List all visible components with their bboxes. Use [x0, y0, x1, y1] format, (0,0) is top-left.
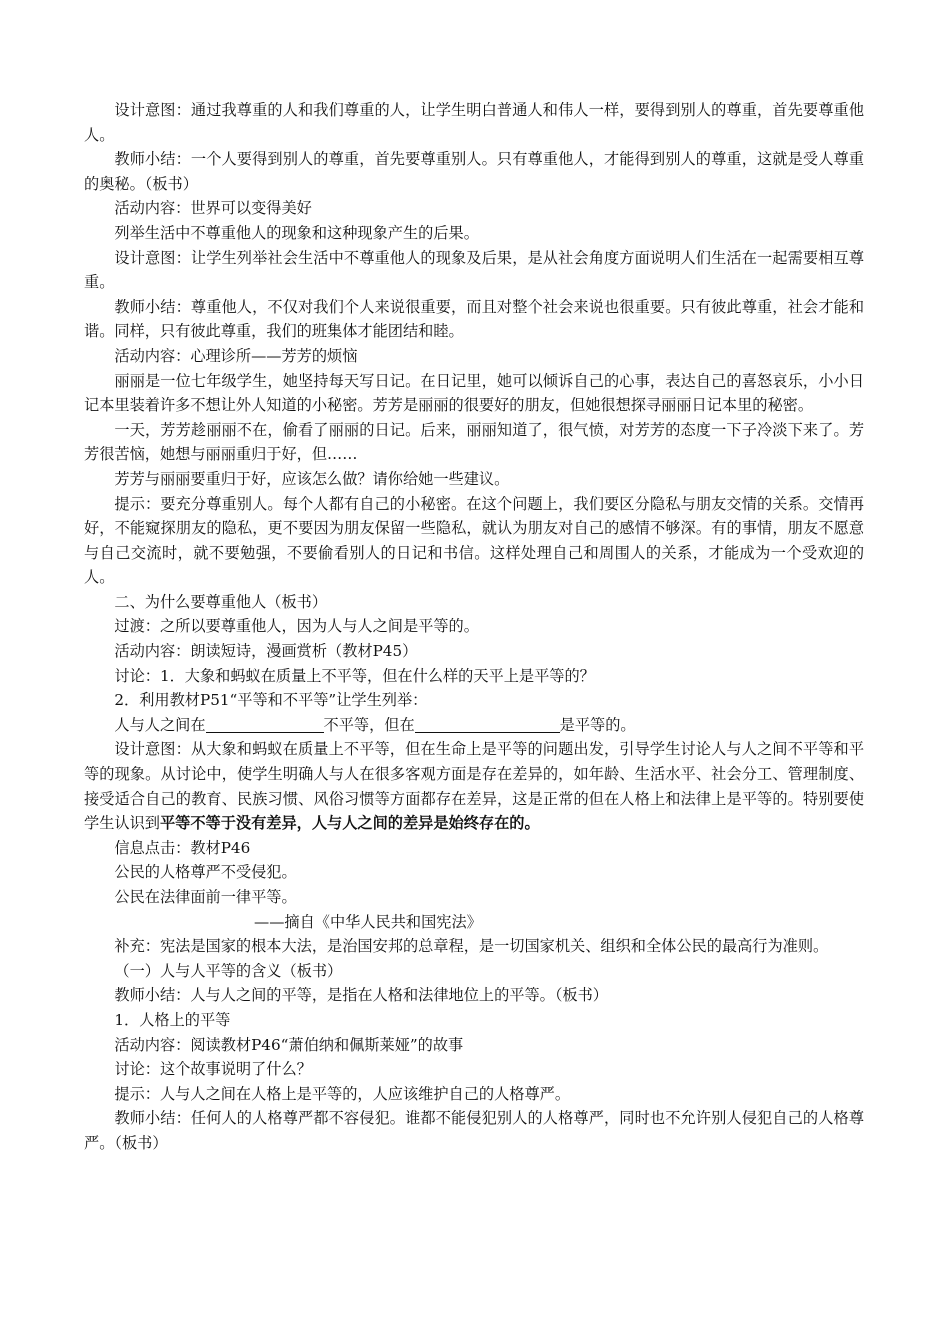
paragraph: 一天，芳芳趁丽丽不在，偷看了丽丽的日记。后来，丽丽知道了，很气愤，对芳芳的态度一下子冷淡下来了。芳芳很苦恼，她想与丽丽重归于好，但……: [84, 420, 864, 464]
design-intent-paragraph: 设计意图：从大象和蚂蚁在质量上不平等，但在生命上是平等的问题出发，引导学生讨论人与人之间不平等和平等的现象。从讨论中，使学生明确人与人在很多客观方面是存在差异的，如年龄、生活水平、社会分工、管理制度、接受适合自己的教育、民族习惯、风俗习惯等方面都存在差异，这是正常的但在人格上和法律上是平等的。特别要使学生认识到平等不等于没有差异，人与人之间的差异是始终存在的。: [84, 740, 864, 833]
paragraph: 丽丽是一位七年级学生，她坚持每天写日记。在日记里，她可以倾诉自己的心事，表达自己的喜怒哀乐，小小日记本里装着许多不想让外人知道的小秘密。芳芳是丽丽的很要好的朋友，但她很想探寻丽丽日记本里的秘密。: [84, 371, 864, 415]
paragraph: 公民在法律面前一律平等。: [114, 888, 297, 906]
paragraph: 设计意图：通过我尊重的人和我们尊重的人，让学生明白普通人和伟人一样，要得到别人的尊重，首先要尊重他人。: [84, 101, 864, 144]
paragraph: 讨论：1．大象和蚂蚁在质量上不平等，但在什么样的天平上是平等的？: [114, 666, 595, 685]
paragraph: 活动内容：心理诊所——芳芳的烦恼: [114, 346, 358, 365]
paragraph: 列举生活中不尊重他人的现象和这种现象产生的后果。: [114, 223, 479, 242]
paragraph: 芳芳与丽丽要重归于好，应该怎么做？请你给她一些建议。: [114, 469, 510, 488]
blank-line: [206, 716, 324, 733]
source-citation: ——摘自《中华人民共和国宪法》: [254, 912, 482, 931]
section-heading: 二、为什么要尊重他人（板书）: [114, 592, 328, 611]
section-heading: （一）人与人平等的含义（板书）: [114, 961, 343, 980]
document-page: [84, 98, 864, 1156]
paragraph: 活动内容：朗读短诗，漫画赏析（教材P45）: [114, 642, 418, 661]
paragraph: 补充：宪法是国家的根本大法，是治国安邦的总章程，是一切国家机关、组织和全体公民的最高行为准则。: [114, 937, 829, 956]
paragraph: 讨论：这个故事说明了什么？: [114, 1060, 312, 1079]
paragraph: 公民的人格尊严不受侵犯。: [114, 863, 297, 882]
paragraph: 1．人格上的平等: [114, 1010, 231, 1029]
paragraph: 2．利用教材P51“平等和不平等”让学生列举：: [114, 691, 428, 710]
paragraph: 提示：人与人之间在人格上是平等的，人应该维护自己的人格尊严。: [114, 1084, 571, 1103]
paragraph: 提示：要充分尊重别人。每个人都有自己的小秘密。在这个问题上，我们要区分隐私与朋友交情的关系。交情再好，不能窥探朋友的隐私，更不要因为朋友保留一些隐私，就认为朋友对自己的感情不够深。有的事情，朋友不愿意与自己交流时，就不要勉强，不要偷看别人的日记和书信。这样处理自己和周围人的关系，才能成为一个受欢迎的人。: [84, 494, 864, 587]
fill-blank-line: 人与人之间在 不平等，但在 是平等的。: [114, 715, 636, 734]
paragraph: 活动内容：阅读教材P46“萧伯纳和佩斯莱娅”的故事: [114, 1035, 464, 1054]
paragraph: 过渡：之所以要尊重他人，因为人与人之间是平等的。: [114, 617, 479, 636]
paragraph: 信息点击：教材P46: [114, 838, 251, 857]
paragraph: 教师小结：尊重他人，不仅对我们个人来说很重要，而且对整个社会来说也很重要。只有彼此尊重，社会才能和谐。同样，只有彼此尊重，我们的班集体才能团结和睦。: [84, 297, 864, 341]
paragraph: 教师小结：任何人的人格尊严都不容侵犯。谁都不能侵犯别人的人格尊严，同时也不允许别人侵犯自己的人格尊严。（板书）: [84, 1109, 864, 1152]
paragraph: 教师小结：一个人要得到别人的尊重，首先要尊重别人。只有尊重他人，才能得到别人的尊重，这就是受人尊重的奥秘。（板书）: [84, 150, 864, 193]
blank-line: [415, 716, 560, 733]
paragraph: 教师小结：人与人之间的平等，是指在人格和法律地位上的平等。（板书）: [114, 986, 608, 1005]
paragraph: 设计意图：让学生列举社会生活中不尊重他人的现象及后果，是从社会角度方面说明人们生活在一起需要相互尊重。: [84, 248, 864, 292]
emphasis-text: 平等不等于没有差异，人与人之间的差异是始终存在的。: [159, 814, 540, 833]
paragraph: 活动内容：世界可以变得美好: [114, 199, 312, 218]
